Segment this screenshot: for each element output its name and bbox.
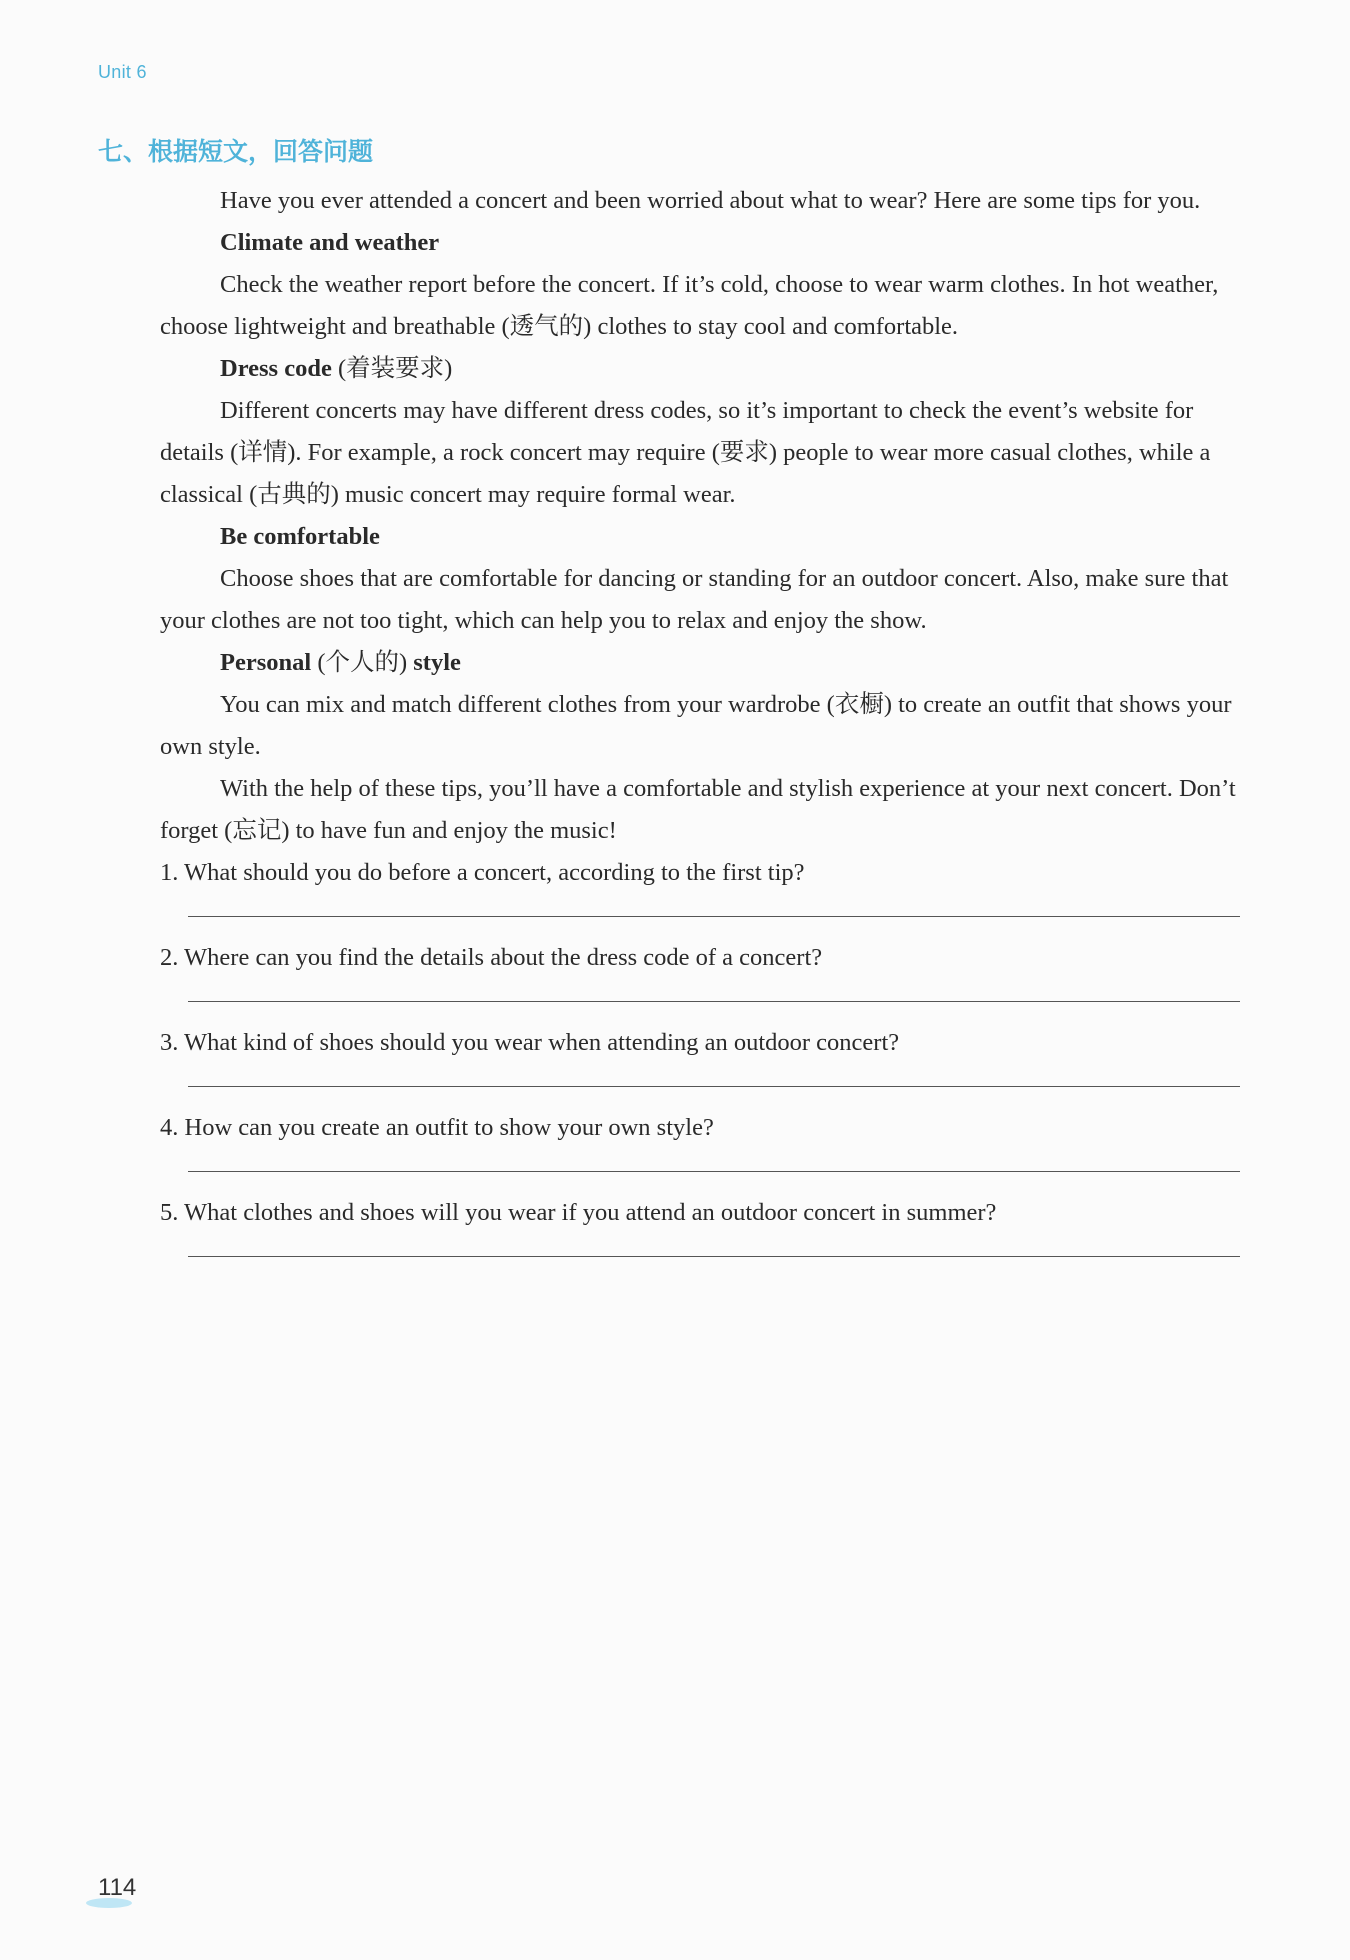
question-4: 4. How can you create an outfit to show your own style?: [160, 1114, 714, 1141]
subheading-climate: Climate and weather: [220, 229, 440, 256]
answer-line-4[interactable]: [188, 1171, 1240, 1172]
answer-line-3[interactable]: [188, 1086, 1240, 1087]
unit-label: Unit 6: [98, 62, 147, 82]
answer-line-5[interactable]: [188, 1256, 1240, 1257]
paragraph-comfortable: Choose shoes that are comfortable for dancing or standing for an outdoor concert. Also, make sure that your clothes are not too tight, which can help you to relax and enjoy the show.: [160, 565, 1229, 634]
question-2: 2. Where can you find the details about the dress code of a concert?: [160, 944, 823, 971]
questions-list: [160, 852, 1240, 1257]
paragraph-personal-style: You can mix and match different clothes from your wardrobe (衣橱) to create an outfit that shows your own style.: [160, 691, 1232, 760]
page-number: 114: [98, 1874, 137, 1901]
question-3: 3. What kind of shoes should you wear when attending an outdoor concert?: [160, 1029, 900, 1056]
reading-passage: [160, 180, 1240, 1277]
passage-conclusion: With the help of these tips, you’ll have a comfortable and stylish experience at your next concert. Don’t forget (忘记) to have fun and enjoy the music!: [160, 775, 1236, 844]
paragraph-climate: Check the weather report before the concert. If it’s cold, choose to wear warm clothes. In hot weather, choose lightweight and breathable (透气的) clothes to stay cool and comfortable.: [160, 271, 1219, 340]
subheading-dress-code: Dress code (着装要求): [220, 355, 453, 382]
question-5: 5. What clothes and shoes will you wear if you attend an outdoor concert in summer?: [160, 1199, 997, 1226]
subheading-personal-style: Personal (个人的) style: [220, 649, 461, 676]
paragraph-dress-code: Different concerts may have different dress codes, so it’s important to check the event’s website for details (详情). For example, a rock concert may require (要求) people to wear more casual clothes, while a classical (古典的) music concert may require formal wear.: [160, 397, 1211, 508]
passage-intro: Have you ever attended a concert and been worried about what to wear? Here are some tips for you.: [220, 187, 1201, 214]
question-1: 1. What should you do before a concert, according to the first tip?: [160, 859, 805, 886]
answer-line-1[interactable]: [188, 916, 1240, 917]
subheading-comfortable: Be comfortable: [220, 523, 380, 550]
answer-line-2[interactable]: [188, 1001, 1240, 1002]
section-heading: 七、根据短文，回答问题: [98, 137, 374, 166]
